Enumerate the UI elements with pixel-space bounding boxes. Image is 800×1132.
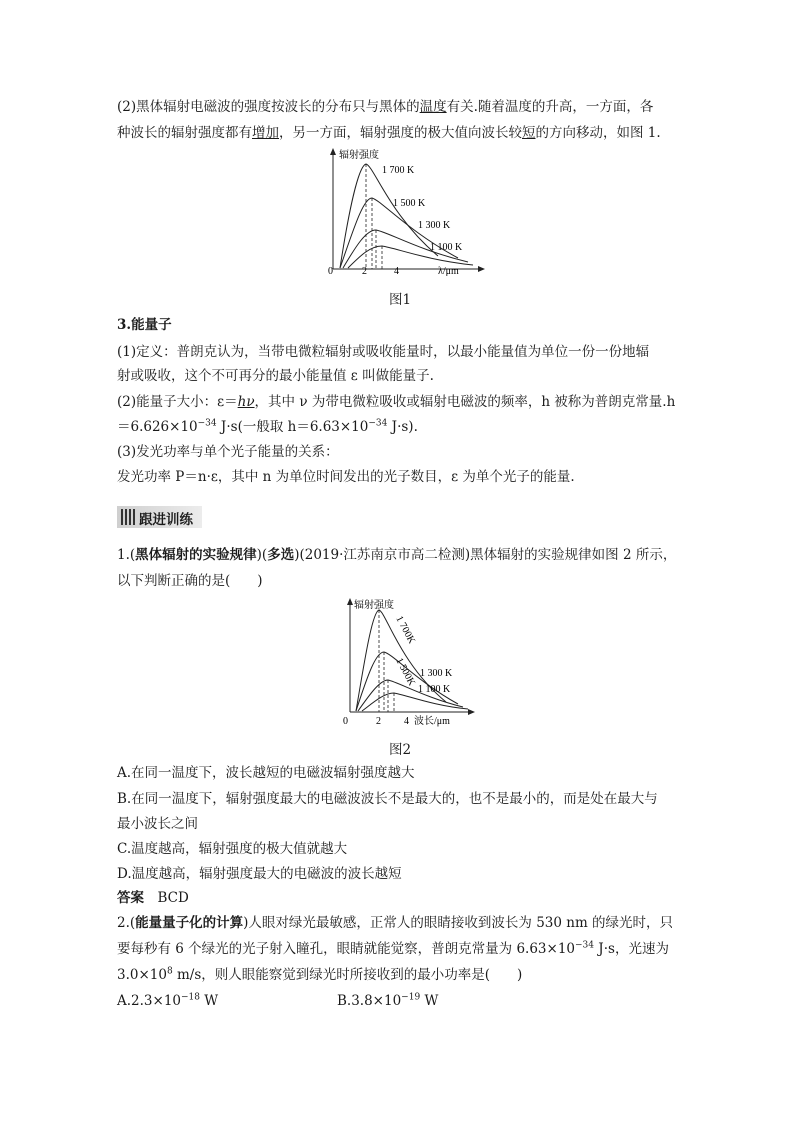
text: )(2019·江苏南京市高二检测)黑体辐射的实验规律如图 2 所示， [294, 547, 677, 563]
figure-2-caption: 图2 [389, 742, 412, 758]
stripes-icon [121, 509, 135, 525]
x-axis-arrow [478, 266, 485, 272]
origin-label: 0 [343, 716, 348, 727]
x-axis-label: λ/μm [438, 266, 459, 276]
q1-answer [117, 889, 687, 907]
section-header-label: 跟进训练 [139, 512, 193, 528]
text: 的方向移动，如图 1. [535, 125, 661, 141]
exponent: −19 [401, 992, 421, 1003]
x-axis-label: 波长/μm [414, 716, 450, 727]
text: m/s，则人眼能察觉到绿光时所接收到的最小功率是( ) [172, 967, 523, 983]
q1-line-2: 以下判断正确的是( ) [117, 573, 263, 589]
text: (2)能量子大小：ε＝ [117, 394, 238, 410]
curve-label: 1 700K [393, 614, 418, 646]
q1-option-b-line-1[interactable]: B.在同一温度下，辐射强度最大的电磁波波长不是最大的，也不是最小的，而是处在最大与 [117, 791, 658, 807]
text: ＝6.626×10 [117, 419, 198, 435]
q1-option-d[interactable]: D.温度越高，辐射强度最大的电磁波的波长越短 [117, 866, 402, 882]
figure-2 [338, 594, 478, 734]
curve-1100k [362, 693, 468, 711]
curve-label: 1 700 K [382, 165, 415, 176]
figure-1 [318, 146, 488, 276]
size-line [117, 393, 687, 411]
y-axis-label: 辐射强度 [354, 600, 394, 611]
figure-1-caption: 图1 [389, 292, 412, 308]
q1-option-c[interactable]: C.温度越高，辐射强度的极大值就越大 [117, 841, 348, 857]
answer-value: BCD [157, 890, 189, 906]
exponent: −18 [181, 992, 200, 1003]
text: ，另一方面，辐射强度的极大值向波长较 [279, 125, 522, 141]
x-axis-arrow [468, 709, 475, 715]
curve-label: 1 100 K [430, 242, 463, 253]
q1-line-1 [117, 546, 687, 564]
curve-label: 1 500K [393, 656, 418, 688]
underlined-term: hν [237, 394, 255, 410]
answer-label: 答案 [117, 890, 144, 906]
text: J·s). [387, 419, 418, 435]
text: (2)黑体辐射电磁波的强度按波长的分布只与黑体的 [117, 99, 420, 115]
curve-label: 1 500 K [393, 198, 426, 209]
text: 2.( [117, 915, 136, 931]
text: )( [256, 547, 268, 563]
curve-label: 1 300 K [420, 668, 453, 679]
section-header-bar [117, 506, 202, 528]
topic-label: 能量量子化的计算 [135, 915, 244, 931]
tick-label: 2 [362, 266, 367, 276]
underlined-term: 温度 [419, 99, 447, 115]
q2-option-a[interactable] [117, 992, 317, 1010]
curve-1700k [340, 164, 438, 268]
text: J·s，光速为 [594, 941, 669, 957]
text: 要每秒有 6 个绿光的光子射入瞳孔，眼睛就能觉察，普朗克常量为 6.63×10 [117, 941, 576, 957]
text: B.3.8×10 [337, 993, 402, 1009]
tick-label: 4 [394, 266, 399, 276]
q2-option-b[interactable] [337, 992, 537, 1010]
type-label: 多选 [267, 547, 295, 563]
text: W [200, 993, 219, 1009]
q2-line-2 [117, 940, 687, 958]
y-axis-label: 辐射强度 [339, 150, 379, 161]
origin-label: 0 [328, 266, 333, 276]
text: A.2.3×10 [117, 993, 181, 1009]
intro-line-2 [117, 124, 687, 142]
curve-label: 1 300 K [418, 220, 451, 231]
q2-line-3 [117, 966, 687, 984]
section-3-title: 3.能量子 [117, 317, 172, 333]
text: 有关.随着温度的升高，一方面，各 [446, 99, 654, 115]
curve-label: 1 100 K [418, 684, 451, 695]
text: ，其中 ν 为带电微粒吸收或辐射电磁波的频率，h 被称为普朗克常量.h [254, 394, 676, 410]
y-axis-arrow [347, 598, 353, 605]
text: 1.( [117, 547, 136, 563]
text: 种波长的辐射强度都有 [117, 125, 252, 141]
exponent: −34 [368, 418, 388, 429]
text: J·s(一般取 h＝6.63×10 [216, 419, 369, 435]
tick-label: 4 [404, 716, 409, 727]
exponent: 8 [166, 966, 173, 977]
q1-option-b-line-2[interactable]: 最小波长之间 [117, 816, 198, 832]
q2-line-1 [117, 914, 687, 932]
text: 3.0×10 [117, 967, 167, 983]
constant-line [117, 418, 687, 436]
underlined-term: 增加 [252, 125, 279, 141]
relation-title: (3)发光功率与单个光子能量的关系： [117, 444, 339, 460]
topic-label: 黑体辐射的实验规律 [135, 547, 257, 563]
underlined-term: 短 [522, 125, 536, 141]
text: W [420, 993, 439, 1009]
definition-line-2: 射或吸收，这个不可再分的最小能量值 ε 叫做能量子. [117, 368, 434, 384]
q1-option-a[interactable]: A.在同一温度下，波长越短的电磁波辐射强度越大 [117, 765, 415, 781]
tick-label: 2 [376, 716, 381, 727]
definition-line-1: (1)定义：普朗克认为，当带电微粒辐射或吸收能量时，以最小能量值为单位一份一份地辐 [117, 344, 650, 360]
exponent: −34 [197, 418, 217, 429]
text: )人眼对绿光最敏感，正常人的眼睛接收到波长为 530 nm 的绿光时，只 [243, 915, 674, 931]
relation-text: 发光功率 P＝n·ε，其中 n 为单位时间发出的光子数目，ε 为单个光子的能量. [117, 469, 575, 485]
y-axis-arrow [330, 148, 336, 155]
exponent: −34 [575, 940, 595, 951]
intro-line-1 [117, 98, 687, 116]
